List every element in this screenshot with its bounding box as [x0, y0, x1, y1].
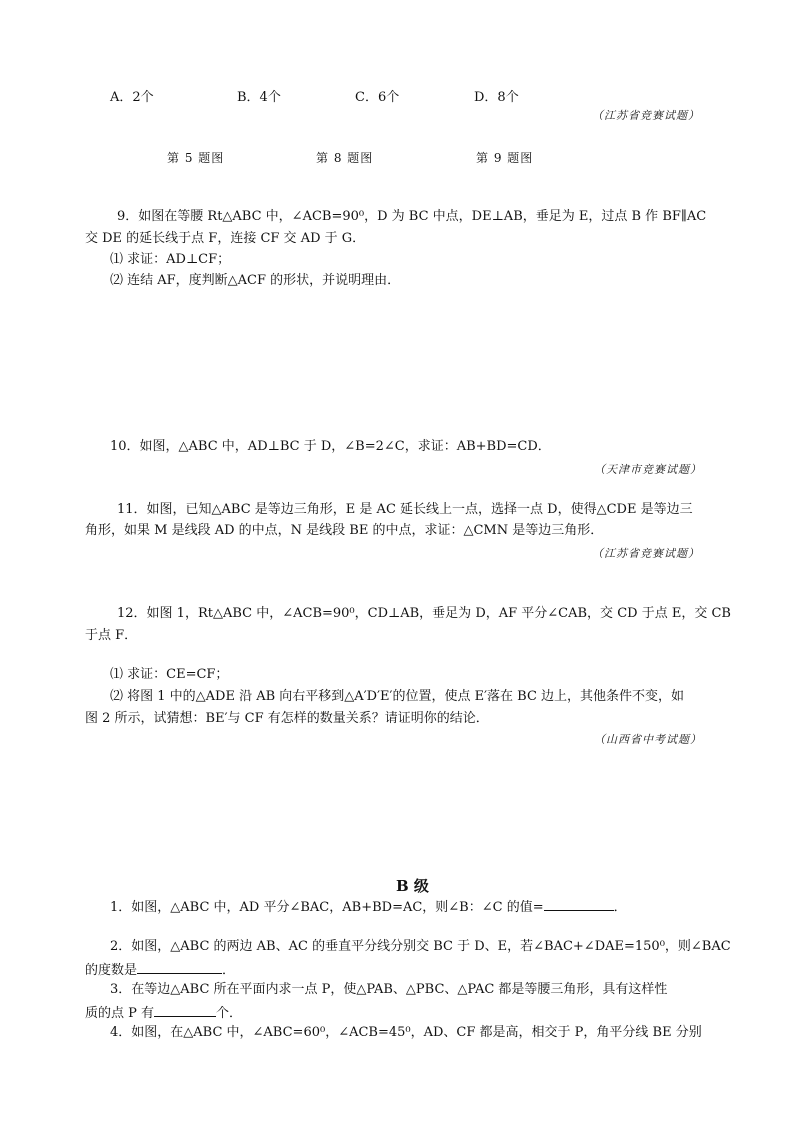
b-q2-text: 的度数是 [85, 963, 138, 978]
b-q2-line1: 2．如图，△ABC 的两边 AB、AC 的垂直平分线分别交 BC 于 D、E，若∠BAC+∠DAE=150⁰，则∠BAC [110, 939, 731, 954]
b-q1 [110, 898, 627, 916]
b-q4-line1: 4．如图，在△ABC 中，∠ABC=60⁰，∠ACB=45⁰，AD、CF 都是高，相交于 P，角平分线 BE 分别 [110, 1025, 702, 1040]
option-c: C．6个 [355, 90, 400, 105]
q9-sub1: ⑴ 求证：AD⊥CF； [110, 252, 231, 267]
b-q2-line2 [85, 961, 235, 979]
q12-sub2-line1: ⑵ 将图 1 中的△ADE 沿 AB 向右平移到△A′D′E′的位置，使点 E′落在 BC 边上，其他条件不变，如 [110, 689, 685, 704]
b-q3-end: 个． [216, 1006, 243, 1021]
b-q3-answer-blank[interactable] [154, 1004, 216, 1017]
b-q3-line2 [85, 1004, 242, 1022]
b-q3-text: 质的点 P 有 [85, 1006, 155, 1021]
section-b-heading: B 级 [396, 877, 429, 895]
q10-line1: 10．如图，△ABC 中，AD⊥BC 于 D，∠B=2∠C，求证：AB+BD=CD． [110, 439, 551, 454]
q11-line2: 角形，如果 M 是线段 AD 的中点，N 是线段 BE 的中点，求证：△CMN 是等边三角形． [85, 523, 604, 538]
figure-caption-9: 第 9 题图 [476, 151, 534, 165]
q9-line1: 9．如图在等腰 Rt△ABC 中，∠ACB=90⁰，D 为 BC 中点，DE⊥AB，垂足为 E，过点 B 作 BF∥AC [117, 209, 707, 224]
q12-sub1: ⑴ 求证：CE=CF； [110, 667, 229, 682]
q11-source: （江苏省竞赛试题） [592, 547, 700, 560]
q10-source: （天津市竞赛试题） [594, 463, 702, 476]
option-a: A．2个 [110, 90, 154, 105]
b-q2-end: ． [222, 963, 236, 978]
q11-line1: 11．如图，已知△ABC 是等边三角形，E 是 AC 延长线上一点，选择一点 D，使得△CDE 是等边三 [117, 502, 693, 517]
q9-sub2: ⑵ 连结 AF，度判断△ACF 的形状，并说明理由． [110, 273, 401, 288]
b-q2-answer-blank[interactable] [137, 961, 222, 974]
source-q8: （江苏省竞赛试题） [592, 109, 700, 122]
q12-sub2-line2: 图 2 所示，试猜想：BE′与 CF 有怎样的数量关系？请证明你的结论． [85, 711, 489, 726]
q12-line1: 12．如图 1，Rt△ABC 中，∠ACB=90⁰，CD⊥AB，垂足为 D，AF 平分∠CAB，交 CD 于点 E，交 CB [117, 606, 731, 621]
b-q3-line1: 3．在等边△ABC 所在平面内求一点 P，使△PAB、△PBC、△PAC 都是等腰三角形，具有这样性 [110, 982, 668, 997]
q9-line2: 交 DE 的延长线于点 F，连接 CF 交 AD 于 G． [85, 231, 366, 246]
b-q1-answer-blank[interactable] [544, 898, 614, 911]
q12-source: （山西省中考试题） [594, 733, 702, 746]
q12-line2: 于点 F． [85, 628, 138, 643]
b-q1-end: ． [613, 900, 627, 915]
figure-caption-8: 第 8 题图 [316, 151, 374, 165]
figure-caption-5: 第 5 题图 [167, 151, 225, 165]
b-q1-text: 1．如图，△ABC 中，AD 平分∠BAC，AB+BD=AC，则∠B：∠C 的值= [110, 900, 544, 915]
option-b: B．4个 [237, 90, 281, 105]
option-d: D．8个 [474, 90, 519, 105]
